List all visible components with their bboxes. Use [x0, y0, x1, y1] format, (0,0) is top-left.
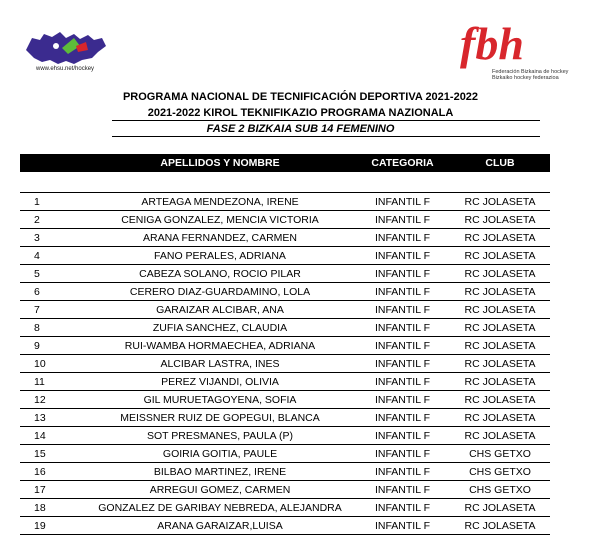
- player-category: INFANTIL F: [355, 211, 450, 229]
- player-name: ARANA FERNANDEZ, CARMEN: [85, 229, 355, 247]
- player-club: RC JOLASETA: [450, 283, 550, 301]
- player-name: ARTEAGA MENDEZONA, IRENE: [85, 193, 355, 211]
- player-name: RUI-WAMBA HORMAECHEA, ADRIANA: [85, 337, 355, 355]
- document-titles: [0, 89, 601, 137]
- player-club: RC JOLASETA: [450, 499, 550, 517]
- player-category: INFANTIL F: [355, 337, 450, 355]
- player-name: CENIGA GONZALEZ, MENCIA VICTORIA: [85, 211, 355, 229]
- player-name: ALCIBAR LASTRA, INES: [85, 355, 355, 373]
- table-row: [20, 319, 550, 337]
- player-category: INFANTIL F: [355, 445, 450, 463]
- row-number: 11: [20, 373, 85, 391]
- player-name: GIL MURUETAGOYENA, SOFIA: [85, 391, 355, 409]
- map-icon: [22, 28, 112, 68]
- player-club: CHS GETXO: [450, 463, 550, 481]
- player-club: CHS GETXO: [450, 445, 550, 463]
- player-category: INFANTIL F: [355, 481, 450, 499]
- table-row: [20, 301, 550, 319]
- federation-name-eu: Bizkaiko hockey federazioa: [492, 75, 559, 81]
- player-name: CERERO DIAZ-GUARDAMINO, LOLA: [85, 283, 355, 301]
- player-name: FANO PERALES, ADRIANA: [85, 247, 355, 265]
- table-row: [20, 247, 550, 265]
- player-club: RC JOLASETA: [450, 427, 550, 445]
- row-number: 16: [20, 463, 85, 481]
- table-row: [20, 499, 550, 517]
- row-number: 6: [20, 283, 85, 301]
- player-club: RC JOLASETA: [450, 265, 550, 283]
- table-row: [20, 337, 550, 355]
- player-name: BILBAO MARTINEZ, IRENE: [85, 463, 355, 481]
- player-club: RC JOLASETA: [450, 337, 550, 355]
- player-category: INFANTIL F: [355, 409, 450, 427]
- header-club: CLUB: [450, 154, 550, 172]
- table-row: [20, 283, 550, 301]
- table-header: [20, 154, 550, 172]
- basque-hockey-logo: [22, 28, 112, 80]
- table-row: [20, 193, 550, 211]
- row-number: 1: [20, 193, 85, 211]
- row-number: 5: [20, 265, 85, 283]
- table-spacer-row: [20, 172, 550, 193]
- player-name: SOT PRESMANES, PAULA (P): [85, 427, 355, 445]
- federation-name-es: Federación Bizkaina de hockey: [492, 69, 569, 75]
- title-line-1: PROGRAMA NACIONAL DE TECNIFICACIÓN DEPORTIVA 2021-2022: [122, 91, 479, 103]
- player-category: INFANTIL F: [355, 301, 450, 319]
- fbh-logo-mark: [455, 15, 590, 70]
- row-number: 2: [20, 211, 85, 229]
- table-row: [20, 355, 550, 373]
- player-name: GARAIZAR ALCIBAR, ANA: [85, 301, 355, 319]
- player-club: RC JOLASETA: [450, 355, 550, 373]
- fbh-logo-text: fbh: [460, 18, 524, 69]
- fbh-logo: [455, 15, 590, 90]
- row-number: 4: [20, 247, 85, 265]
- player-name: ZUFIA SANCHEZ, CLAUDIA: [85, 319, 355, 337]
- player-club: RC JOLASETA: [450, 229, 550, 247]
- player-club: CHS GETXO: [450, 481, 550, 499]
- title-rule-bottom: [112, 136, 540, 137]
- player-club: RC JOLASETA: [450, 319, 550, 337]
- player-club: RC JOLASETA: [450, 301, 550, 319]
- player-name: CABEZA SOLANO, ROCIO PILAR: [85, 265, 355, 283]
- table-row: [20, 265, 550, 283]
- player-category: INFANTIL F: [355, 283, 450, 301]
- title-line-2: 2021-2022 KIROL TEKNIFIKAZIO PROGRAMA NAZIONALA: [147, 107, 454, 119]
- row-number: 7: [20, 301, 85, 319]
- player-category: INFANTIL F: [355, 229, 450, 247]
- table-row: [20, 229, 550, 247]
- federation-name: [492, 69, 568, 81]
- player-name: ARANA GARAIZAR,LUISA: [85, 517, 355, 535]
- player-club: RC JOLASETA: [450, 409, 550, 427]
- player-club: RC JOLASETA: [450, 517, 550, 535]
- player-category: INFANTIL F: [355, 373, 450, 391]
- player-category: INFANTIL F: [355, 517, 450, 535]
- row-number: 13: [20, 409, 85, 427]
- header-category: CATEGORIA: [355, 154, 450, 172]
- player-name: GOIRIA GOITIA, PAULE: [85, 445, 355, 463]
- row-number: 8: [20, 319, 85, 337]
- row-number: 3: [20, 229, 85, 247]
- player-category: INFANTIL F: [355, 247, 450, 265]
- player-category: INFANTIL F: [355, 391, 450, 409]
- player-category: INFANTIL F: [355, 499, 450, 517]
- player-name: PEREZ VIJANDI, OLIVIA: [85, 373, 355, 391]
- table-row: [20, 445, 550, 463]
- player-club: RC JOLASETA: [450, 247, 550, 265]
- table-row: [20, 517, 550, 535]
- row-number: 14: [20, 427, 85, 445]
- row-number: 12: [20, 391, 85, 409]
- table-row: [20, 211, 550, 229]
- player-name: MEISSNER RUIZ DE GOPEGUI, BLANCA: [85, 409, 355, 427]
- player-category: INFANTIL F: [355, 193, 450, 211]
- row-number: 17: [20, 481, 85, 499]
- player-club: RC JOLASETA: [450, 193, 550, 211]
- title-rule-top: [112, 120, 540, 121]
- player-category: INFANTIL F: [355, 355, 450, 373]
- header-number: [20, 154, 85, 172]
- logo-url: www.ehsu.net/hockey: [36, 66, 95, 72]
- table-row: [20, 409, 550, 427]
- player-club: RC JOLASETA: [450, 391, 550, 409]
- table-row: [20, 481, 550, 499]
- player-name: ARREGUI GOMEZ, CARMEN: [85, 481, 355, 499]
- player-name: GONZALEZ DE GARIBAY NEBREDA, ALEJANDRA: [85, 499, 355, 517]
- row-number: 15: [20, 445, 85, 463]
- player-category: INFANTIL F: [355, 427, 450, 445]
- header-name: APELLIDOS Y NOMBRE: [85, 154, 355, 172]
- player-club: RC JOLASETA: [450, 373, 550, 391]
- table-row: [20, 463, 550, 481]
- table-row: [20, 373, 550, 391]
- table-row: [20, 391, 550, 409]
- row-number: 9: [20, 337, 85, 355]
- player-category: INFANTIL F: [355, 265, 450, 283]
- player-category: INFANTIL F: [355, 463, 450, 481]
- player-category: INFANTIL F: [355, 319, 450, 337]
- row-number: 18: [20, 499, 85, 517]
- player-club: RC JOLASETA: [450, 211, 550, 229]
- title-line-3: FASE 2 BIZKAIA SUB 14 FEMENINO: [206, 123, 395, 135]
- player-list-table: [20, 154, 550, 535]
- row-number: 19: [20, 517, 85, 535]
- row-number: 10: [20, 355, 85, 373]
- table-row: [20, 427, 550, 445]
